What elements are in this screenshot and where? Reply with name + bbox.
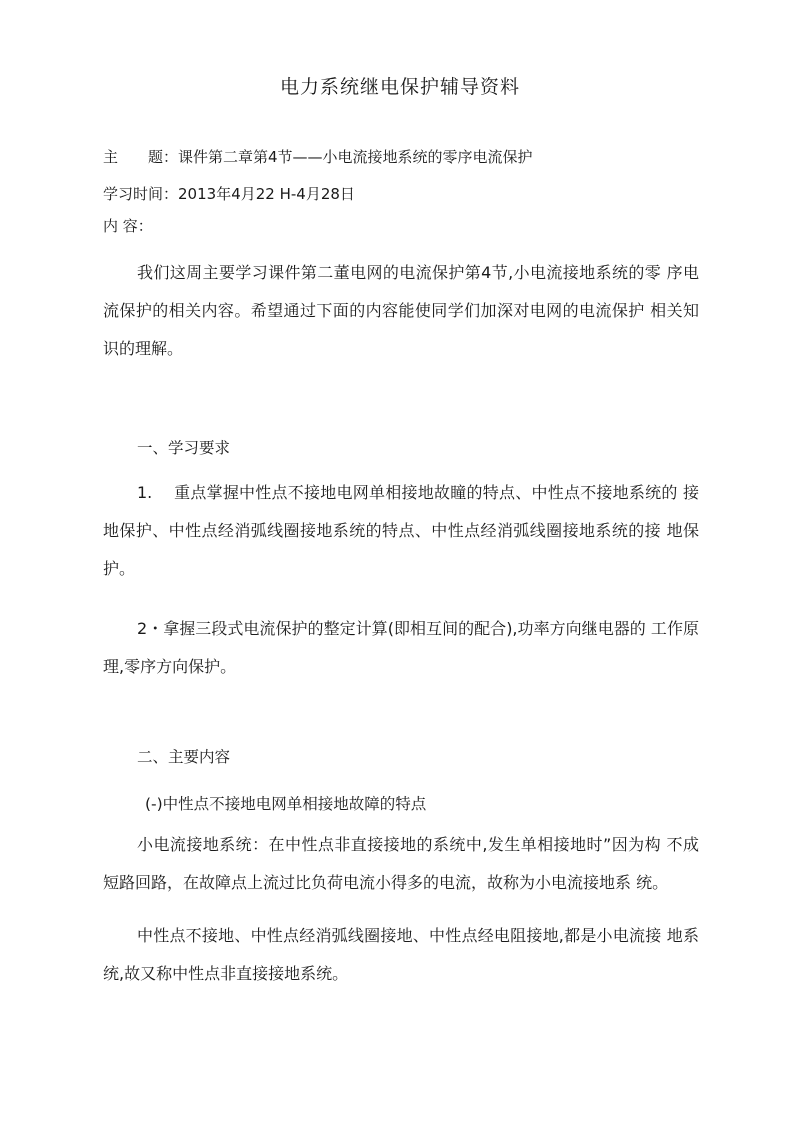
subsection-heading: (-)中性点不接地电网单相接地故障的特点: [145, 795, 427, 813]
section-heading-requirements: 一、学习要求: [137, 439, 231, 457]
document-title: 电力系统继电保护辅导资料: [279, 76, 520, 98]
subject-value: 课件第二章第4节——小电流接地系统的零序电流保护: [178, 148, 533, 166]
requirement-item-2: 2・拿握三段式电流保护的整定计算(即相互间的配合),功率方向继电器的 工作原理,零序方向保护。: [103, 619, 699, 676]
body-paragraph-1: 小电流接地系统：在中性点非直接接地的系统中,发生单相接地时”因为构 不成短路回路，在故障点上流过比负荷电流小得多的电流，故称为小电流接地系 统。: [103, 835, 699, 892]
intro-paragraph: 我们这周主要学习课件第二董电网的电流保护第4节,小电流接地系统的零 序电流保护的相关内容。希望通过下面的内容能使同学们加深对电网的电流保护 相关知识的理解。: [103, 263, 699, 358]
section-heading-main-content: 二、主要内容: [137, 748, 231, 766]
content-label: 内 容：: [103, 217, 153, 235]
study-time-label: 学习时间：: [103, 185, 179, 203]
subject-line: [103, 146, 533, 167]
study-time-line: [103, 183, 355, 204]
study-time-value: 2013年4月22 H-4月28日: [178, 185, 355, 203]
requirement-item-1: 1. 重点掌握中性点不接地电网单相接地故瞳的特点、中性点不接地系统的 接地保护、中性点经消弧线圈接地系统的特点、中性点经消弧线圈接地系统的接 地保护。: [103, 483, 699, 578]
subject-label: 主 题：: [103, 148, 179, 166]
body-paragraph-2: 中性点不接地、中性点经消弧线圈接地、中性点经电阻接地,都是小电流接 地系统,故又称中性点非直接接地系统。: [103, 926, 699, 983]
